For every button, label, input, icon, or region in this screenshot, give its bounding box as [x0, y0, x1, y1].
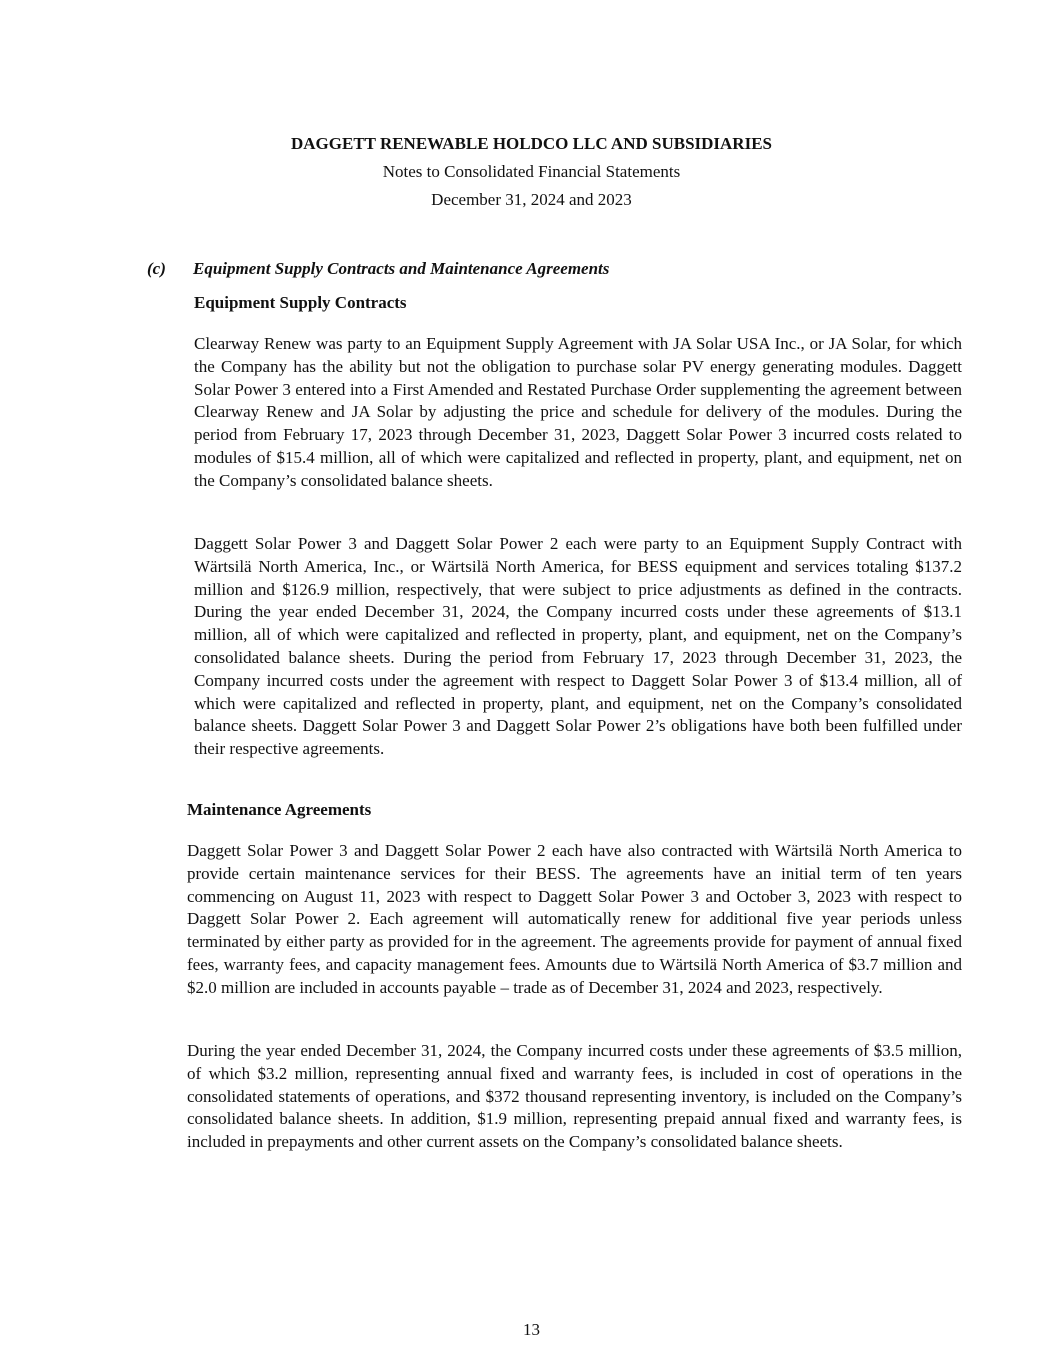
- statement-subtitle: Notes to Consolidated Financial Statements: [382, 162, 681, 181]
- equipment-supply-heading: Equipment Supply Contracts: [194, 293, 407, 312]
- equipment-supply-paragraph-1: Clearway Renew was party to an Equipment Supply Agreement with JA Solar USA Inc., or JA Solar, for which the Company has the ability but not the obligation to purchase solar PV energy generating modules. Daggett Solar Power 3 entered into a First Amended and Restated Purchase Order supplementing the agreement between Clearway Renew and JA Solar by adjusting the price and schedule for delivery of the modules. During the period from February 17, 2023 through December 31, 2023, Daggett Solar Power 3 incurred costs related to modules of $15.4 million, all of which were capitalized and reflected in property, plant, and equipment, net on the Company’s consolidated balance sheets.: [194, 334, 962, 490]
- section-title: Equipment Supply Contracts and Maintenance Agreements: [193, 259, 610, 278]
- maintenance-paragraph-2: During the year ended December 31, 2024, the Company incurred costs under these agreements of $3.5 million, of which $3.2 million, representing annual fixed and warranty fees, is included in cost of operations in the consolidated statements of operations, and $372 thousand representing inventory, is included on the Company’s consolidated balance sheets. In addition, $1.9 million, representing prepaid annual fixed and warranty fees, is included in prepayments and other current assets on the Company’s consolidated balance sheets.: [187, 1041, 962, 1152]
- maintenance-paragraph-1: Daggett Solar Power 3 and Daggett Solar Power 2 each have also contracted with Wärtsilä North America to provide certain maintenance services for their BESS. The agreements have an initial term of ten years commencing on August 11, 2023 with respect to Daggett Solar Power 3 and October 3, 2023 with respect to Daggett Solar Power 2. Each agreement will automatically renew for additional five year periods unless terminated by either party as provided for in the agreement. The agreements provide for payment of annual fixed fees, warranty fees, and capacity management fees. Amounts due to Wärtsilä North America of $3.7 million and $2.0 million are included in accounts payable – trade as of December 31, 2024 and 2023, respectively.: [187, 841, 962, 997]
- section-heading: [147, 259, 609, 279]
- company-name: DAGGETT RENEWABLE HOLDCO LLC AND SUBSIDIARIES: [290, 134, 772, 153]
- section-letter: (c): [147, 259, 166, 278]
- maintenance-heading: Maintenance Agreements: [187, 800, 372, 819]
- equipment-supply-paragraph-2: Daggett Solar Power 3 and Daggett Solar Power 2 each were party to an Equipment Supply Contract with Wärtsilä North America, Inc., or Wärtsilä North America, for BESS equipment and services totaling $137.2 million and $126.9 million, respectively, that were subject to price adjustments as defined in the contracts. During the year ended December 31, 2024, the Company incurred costs under these agreements of $13.1 million, all of which were capitalized and reflected in property, plant, and equipment, net on the Company’s consolidated balance sheets. During the period from February 17, 2023 through December 31, 2023, the Company incurred costs under the agreement with respect to Daggett Solar Power 3 of $13.4 million, all of which were capitalized and reflected in property, plant, and equipment, net on the Company’s consolidated balance sheets. Daggett Solar Power 3 and Daggett Solar Power 2’s obligations have both been fulfilled under their respective agreements.: [194, 534, 962, 759]
- statement-period: December 31, 2024 and 2023: [431, 190, 632, 209]
- page-number: 13: [523, 1320, 540, 1339]
- page-header: [0, 130, 1055, 214]
